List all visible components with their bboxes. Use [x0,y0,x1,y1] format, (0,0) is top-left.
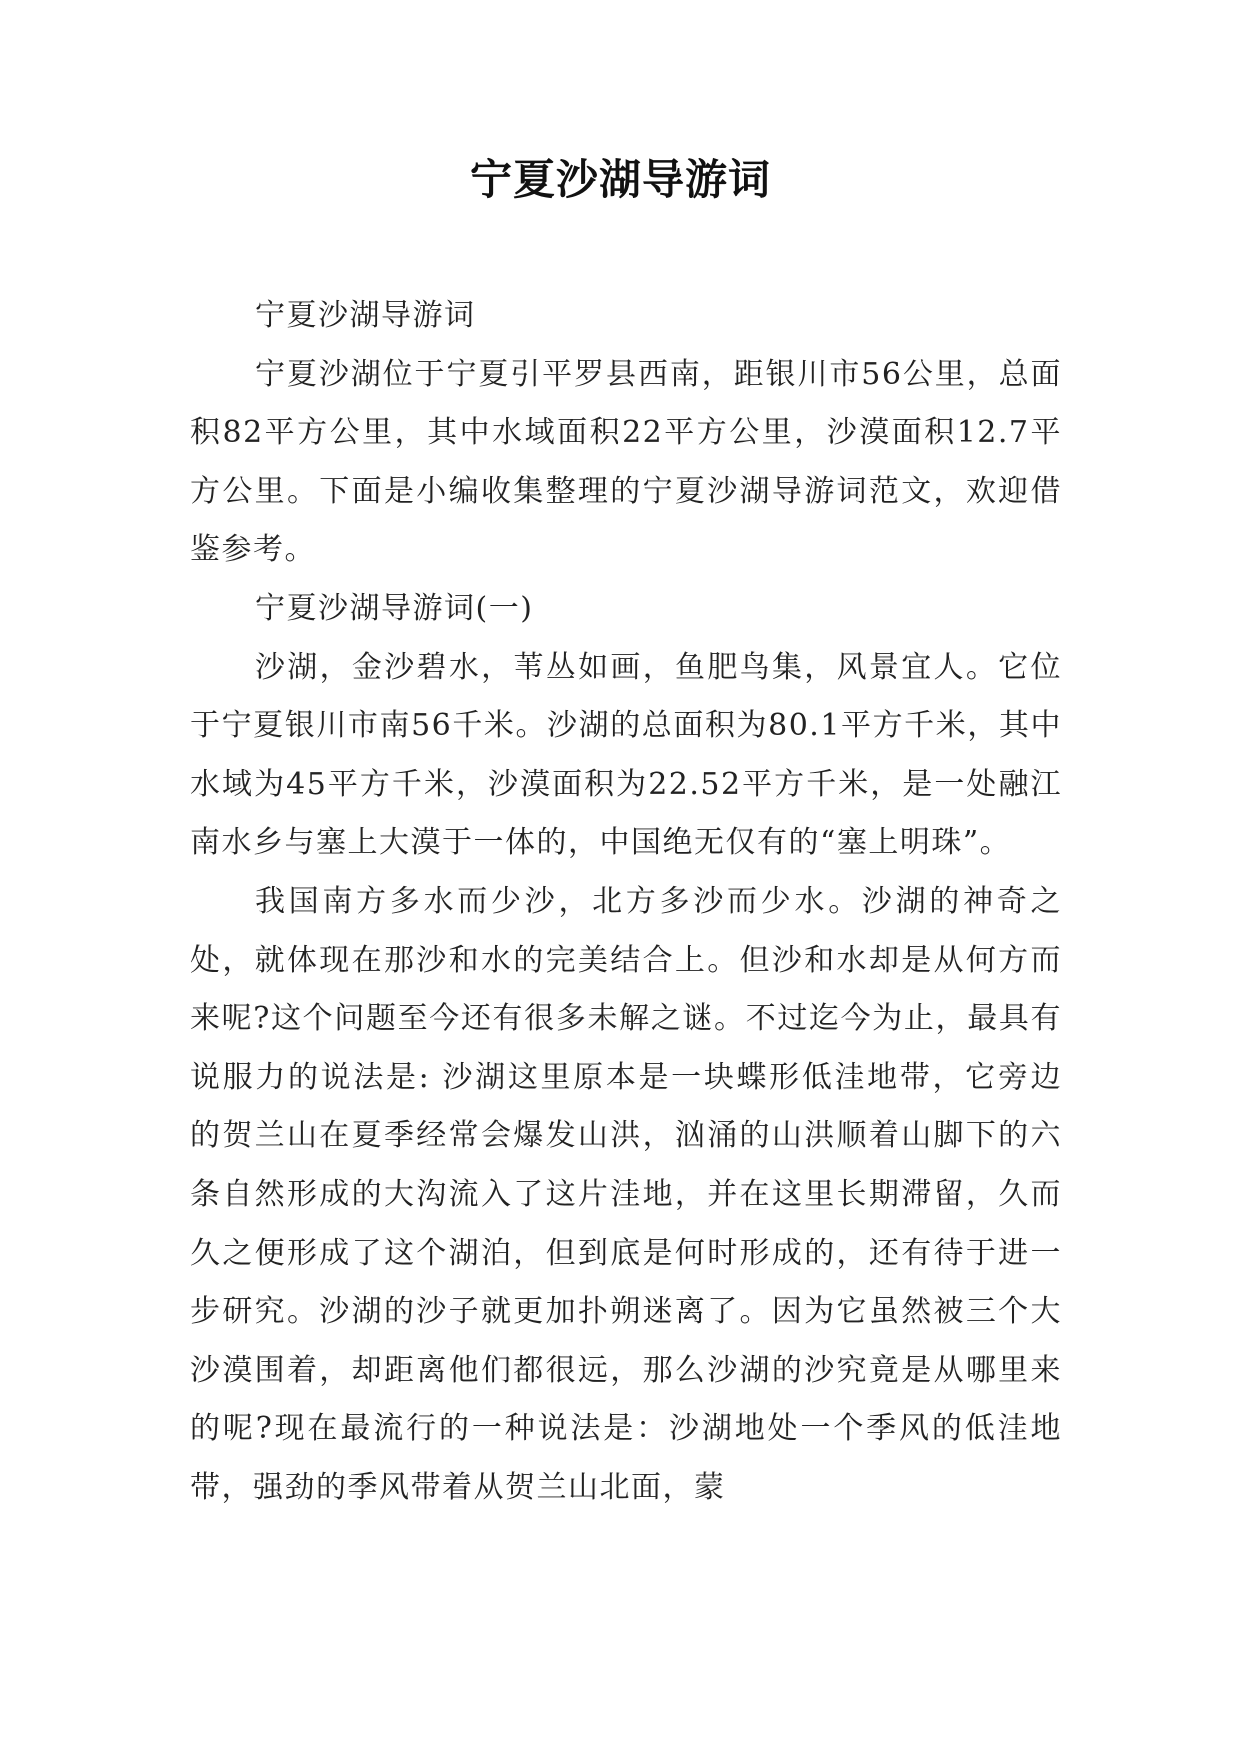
document-title: 宁夏沙湖导游词 [469,155,771,204]
paragraph-section-heading: 宁夏沙湖导游词(一) [255,590,534,626]
paragraph-overview: 沙湖，金沙碧水，苇丛如画，鱼肥鸟集，风景宜人。它位于宁夏银川市南56千米。沙湖的总面积为80.1平方千米，其中水域为45平方千米，沙漠面积为22.52平方千米，是一处融江南水乡与塞上大漠于一体的，中国绝无仅有的“塞上明珠”。 [190,649,1062,861]
document-body [190,287,1062,1517]
paragraph-heading: 宁夏沙湖导游词 [255,298,476,333]
paragraph-origin: 我国南方多水而少沙，北方多沙而少水。沙湖的神奇之处，就体现在那沙和水的完美结合上。但沙和水却是从何方而来呢?这个问题至今还有很多未解之谜。不过迄今为止，最具有说服力的说法是: 沙湖这里原本是一块蝶形低洼地带，它旁边的贺兰山在夏季经常会爆发山洪，汹涌的山洪顺着山脚下的六条自然形成的大沟流入了这片洼地，并在这里长期滞留，久而久之便形成了这个湖泊，但到底是何时形成的，还有待于进一步研究。沙湖的沙子就更加扑朔迷离了。因为它虽然被三个大沙漠围着，却距离他们都很远，那么沙湖的沙究竟是从哪里来的呢?现在最流行的一种说法是：沙湖地处一个季风的低洼地带，强劲的季风带着从贺兰山北面，蒙 [190,883,1062,1505]
paragraph-intro: 宁夏沙湖位于宁夏引平罗县西南，距银川市56公里，总面积82平方公里，其中水域面积22平方公里，沙漠面积12.7平方公里。下面是小编收集整理的宁夏沙湖导游词范文，欢迎借鉴参考。 [190,356,1062,568]
